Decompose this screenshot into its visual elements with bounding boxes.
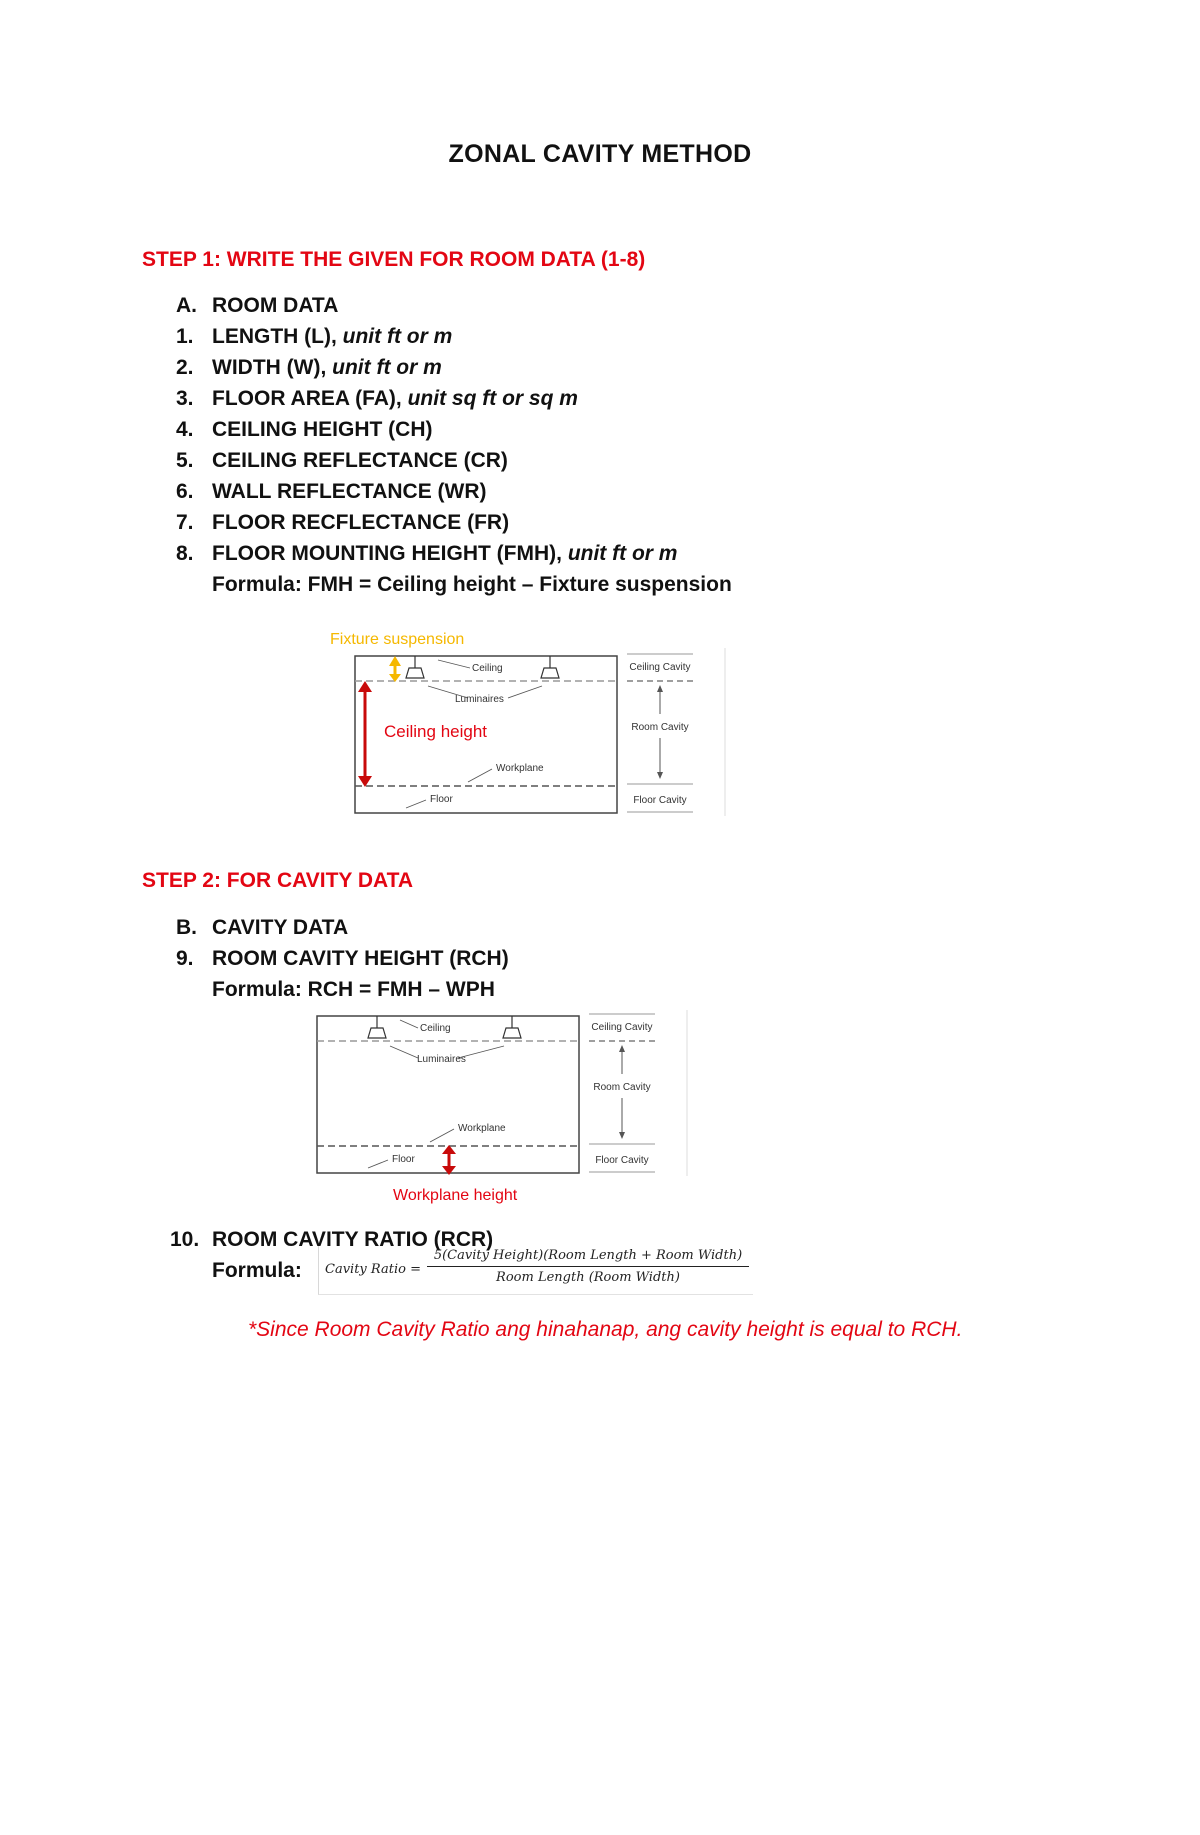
room-data-list [176,290,732,600]
workplane-label: Workplane [458,1123,506,1134]
ceiling-label: Ceiling [472,663,503,674]
fixture-suspension-label: Fixture suspension [330,631,465,648]
list-item: 10. ROOM CAVITY RATIO (RCR) [170,1228,494,1251]
rcr-note: *Since Room Cavity Ratio ang hinahanap, ang cavity height is equal to RCH. [248,1318,963,1341]
rch-formula: Formula: RCH = FMH – WPH [212,978,495,1001]
step1-heading: STEP 1: WRITE THE GIVEN FOR ROOM DATA (1-8) [142,248,646,271]
workplane-height-label: Workplane height [393,1187,518,1204]
page-title: ZONAL CAVITY METHOD [448,140,752,168]
cavity-data-list [176,912,509,1005]
list-item: 8. FLOOR MOUNTING HEIGHT (FMH), unit ft or m [176,542,678,565]
list-item: A. ROOM DATA [176,294,339,317]
room-cavity-label: Room Cavity [631,722,689,733]
list-item: B. CAVITY DATA [176,916,349,939]
list-item: 4. CEILING HEIGHT (CH) [176,418,433,441]
ceiling-label: Ceiling [420,1023,451,1034]
rcr-equation [318,1246,753,1295]
workplane-height-arrow [442,1145,456,1175]
step2-heading: STEP 2: FOR CAVITY DATA [142,869,414,892]
fixture-suspension-arrow [389,656,401,682]
floor-label: Floor [430,794,453,805]
floor-label: Floor [392,1154,415,1165]
list-item: 7. FLOOR RECFLECTANCE (FR) [176,511,510,534]
fmh-formula: Formula: FMH = Ceiling height – Fixture suspension [212,573,732,596]
luminaire-icon [503,1016,521,1038]
eq-lhs: Cavity Ratio = [325,1262,421,1277]
list-item: 1. LENGTH (L), unit ft or m [176,325,453,348]
ceiling-cavity-label: Ceiling Cavity [591,1022,653,1033]
luminaires-label: Luminaires [455,694,504,705]
luminaire-icon [541,656,559,678]
ceiling-height-arrow [358,681,372,787]
list-item: 5. CEILING REFLECTANCE (CR) [176,449,508,472]
room-cavity-label: Room Cavity [593,1082,651,1093]
eq-fraction [427,1248,749,1285]
cavity-diagram-2 [282,1010,702,1210]
eq-numerator: 5(Cavity Height)(Room Length + Room Width) [427,1248,749,1267]
luminaires-label: Luminaires [417,1054,466,1065]
list-item: 6. WALL REFLECTANCE (WR) [176,480,487,503]
rcr-formula-label: Formula: [212,1259,302,1282]
list-item: 3. FLOOR AREA (FA), unit sq ft or sq m [176,387,578,410]
luminaire-icon [368,1016,386,1038]
floor-cavity-label: Floor Cavity [595,1155,649,1166]
eq-denominator: Room Length (Room Width) [496,1270,680,1285]
luminaire-icon [406,656,424,678]
workplane-label: Workplane [496,763,544,774]
ceiling-height-label: Ceiling height [384,722,488,741]
cavity-diagram-1 [320,626,740,818]
ceiling-cavity-label: Ceiling Cavity [629,662,691,673]
list-item: 2. WIDTH (W), unit ft or m [176,356,442,379]
list-item: 9. ROOM CAVITY HEIGHT (RCH) [176,947,509,970]
floor-cavity-label: Floor Cavity [633,795,687,806]
